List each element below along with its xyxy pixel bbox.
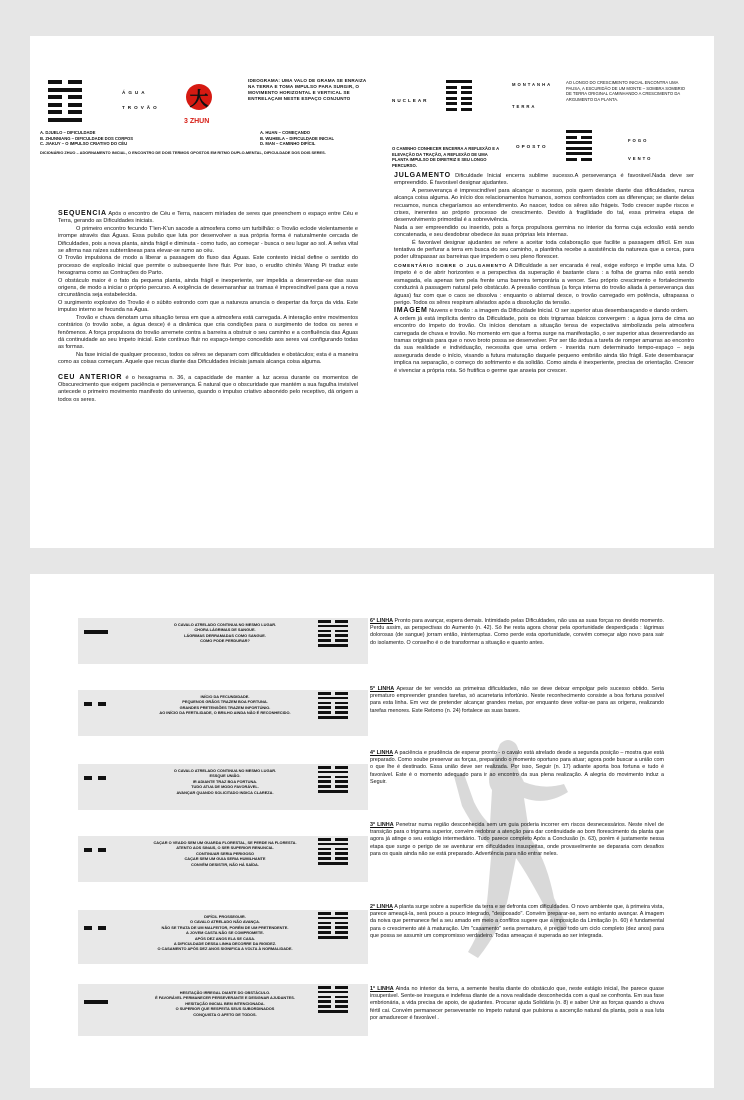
meta-right-2: B. WUHEILA – DIFICULDADE INICIAL bbox=[260, 135, 335, 141]
oposto-hexagram bbox=[566, 130, 592, 164]
line-box-text bbox=[150, 914, 300, 952]
hexagram-number: 3 ZHUN bbox=[184, 118, 210, 125]
sequencia-para-4: O surgimento explosivo do Trovão é o súbito estrondo com que a natureza anuncia o despertar da força da vida. Este impulso interno se fecunda na Água. bbox=[58, 299, 358, 314]
box-line: É FAVORÁVEL PERMANECER PERSEVERANTE E DESIGNAR AJUDANTES. bbox=[155, 995, 295, 1001]
box-line: AO INÍCIO DA FERTILIDADE, O BRILHO AINDA NÃO É RECONHECIDO. bbox=[159, 710, 291, 716]
linha-text: A planta surge sobre a superfície da terra e se defronta com dificuldades. O novo ambiente que, à primeira vista, parece ameaçá-la, será pouco a pouco integrado, "desposado". Convém preparar-se, sem no entanto avançar. A imagem da noiva que permanece fiel a seu amado em meio a conflitos sugere que a imposição da Limitação (n. 60) é fundamental para o crescimento até à maturação. Um "casamento" seria prematuro, é preciso todo um ciclo completo (dez anos) para que possa se assumir um compromisso verdadeiro. Todas ameaças é superada ao ser integrada. bbox=[370, 904, 664, 939]
yin-line-mark bbox=[84, 848, 106, 852]
box-line: DIFÍCIL PROSSEGUIR. bbox=[204, 914, 246, 919]
box-line: INÍCIO DA FECUNDIDADE. bbox=[200, 694, 250, 699]
linha-3 bbox=[370, 822, 664, 858]
linha-text: Apesar de ter vencido as primeiras dificuldades, não se deve deixar empolgar pelo sucesso obtido. Seria prematuro empreender grandes tarefas, só acarretaria infortúnio. Neste reconhecimento consiste a boa fortuna possível para esta linha. Em vez de pretender alcançar grandes metas, por enquanto deve voltar-se para as origens, realizando tarefas menores. Este Retorno (n. 24) fortalece as suas bases. bbox=[370, 686, 664, 714]
line-box-5 bbox=[78, 690, 368, 736]
linha-heading: 3ª LINHA bbox=[370, 822, 394, 828]
box-line: IR ADIANTE TRAZ BOA FORTUNA. bbox=[192, 778, 258, 784]
linha-text: Penetrar numa região desconhecida sem um guia poderia incorrer em riscos desnecessários. Neste nível de transição para o trigrama superior, convém redobrar a atenção para dar continuidade ao bom florescimento da planta que agora já atinge o seu estágio intermediário. Tudo parece completo Após a Conclusão (n. 63), porém é justamente nessa etapa que surge o perigo de se aventurar em dificuldades insuspeitas, onde provavelmente se depararia com desafios para os quais ainda não se está preparado. Advertência para não entrar neles. bbox=[370, 822, 664, 857]
meta-right-1: A. HUAN – COMEÇANDO bbox=[260, 130, 311, 135]
sequencia-para-2: O Trovão impulsiona de modo a liberar a passagem do fluxo das Águas. Este contexto inicial define o sentido do processo de explosão inicial que permite o subsequente livre fluir. Por isso, o erudito chinês Wang Pi traduz este hexagrama como as Contrações do Parto. bbox=[58, 255, 358, 277]
linha-heading: 6ª LINHA bbox=[370, 618, 394, 624]
linha-heading: 2ª LINHA bbox=[370, 904, 393, 910]
meta-left bbox=[40, 130, 200, 147]
linha-text: Pronto para avançar, espera demais. Intimidado pelas Dificuldades, não usa as suas forças no devido momento. Perdu assim, as perspectivas do Aumento (n. 42). Só lhe resta agora chorar pela oportunidade desperdiçada : lágrimas dolorosas (de sangue) jorram então, ininterruptas. Como perde esta oportunidade, convém começar algo novo para sair do isolamento. O conselho é o de transformar a situação e quanto antes. bbox=[370, 618, 664, 646]
julgamento-section bbox=[394, 172, 694, 375]
meta-left-3: C. JIAKUY – O IMPULSO CRIATIVO DO CÉU bbox=[40, 141, 128, 147]
page-bottom bbox=[30, 574, 714, 1088]
box-line: A JOVEM CASTA NÃO SE COMPROMETE. bbox=[186, 930, 264, 936]
box-line: CONTINUAR SERIA PERIGOSO bbox=[195, 850, 254, 856]
julgamento-para-3: É favorável designar ajudantes se refere a aceitar toda colaboração que facilite a passagem difícil. Em sua tentativa de perfurar a terra em busca do seu caminho, a plantinha recebe a assistência da natureza que a cerca, para poder ultrapassar as barreiras que impedem o seu pleno florescer. bbox=[394, 239, 694, 261]
line-box-text bbox=[150, 990, 300, 1017]
box-line: CONQUISTA O AFETO DE TODOS. bbox=[193, 1011, 257, 1017]
box-line: ATENTO AOS SINAIS, O SER SUPERIOR RENUNCIA. bbox=[176, 845, 274, 851]
linha-2 bbox=[370, 904, 664, 940]
nuclear-text: AO LONGO DO CRESCIMENTO INICIAL ENCONTRA UMA PAUSA, A ESCURIDÃO DE UM MONTE – SOMBRA SOMBRIO DE TERRA ORIGINAL CAMINHANDO A CRESCIMENTO DA ARGUMENTO DA PLANTA. bbox=[566, 80, 686, 102]
box-line: PEQUENOS GRÃOS TRAZEM BOA FORTUNA. bbox=[182, 699, 268, 705]
linha-1 bbox=[370, 986, 664, 1022]
oposto-upper: FOGO bbox=[628, 138, 649, 143]
yang-line-mark bbox=[84, 1000, 108, 1004]
linha-heading: 5ª LINHA bbox=[370, 686, 395, 692]
linha-heading: 4ª LINHA bbox=[370, 750, 394, 756]
yin-line-mark bbox=[84, 702, 106, 706]
meta-right-3: D. MAN – CAMINHO DIFÍCIL bbox=[260, 141, 316, 147]
anterior-text: é o hexagrama n. 36, a capacidade de manter a luz acesa durante os momentos de Obscurecimento que exigem paciência e perseverança. É natural que o obscuridade que mantém a sua fagulha invisível antecede o primeiro movimento manifesto do universo, quando o impulso criativo absorvido pelo receptivo, dá origem a todos os seres. bbox=[58, 374, 358, 403]
hexagram-stamp: 大 bbox=[186, 84, 212, 110]
box-line: CAÇAR O VEADO SEM UM GUARDA FLORESTAL, SE PERDE NA FLORESTA. bbox=[153, 840, 297, 845]
comentario-heading: COMENTÁRIO SOBRE O JULGAMENTO bbox=[394, 262, 507, 268]
hexagram-zhun bbox=[48, 80, 82, 126]
mini-hexagram bbox=[318, 766, 348, 795]
yin-line-mark bbox=[84, 776, 106, 780]
box-line: HESITAÇÃO IRREGAL DIANTE DO OBSTÁCULO. bbox=[179, 990, 271, 995]
box-line: GRANDES PRETENSÕES TRAZEM INFORTÚNIO. bbox=[179, 704, 271, 710]
oposto-label: OPOSTO bbox=[516, 144, 548, 149]
mini-hexagram bbox=[318, 692, 348, 721]
meta-left-1: A. DJUELO – DIFICULDADE bbox=[40, 130, 96, 135]
sequencia-section bbox=[58, 210, 358, 404]
sequencia-para-1: O primeiro encontro fecundo T'ien-K'un sacode a atmosfera como um turbilhão: o Trovão eclode violentamente e irrompe através das Águas. Essa pulsão que luta por desenvolver a sua própria forma é naturalmente cercada de Dificuldades, pois a nova planta, ainda frágil e diminuta - como tudo, ao começar - busca o seu lugar ao sol. A selva vital se afirma nas raízes subterrâneas para elevar-se rumo ao céu. bbox=[58, 225, 358, 255]
line-box-1 bbox=[78, 984, 368, 1036]
linha-heading: 1ª LINHA bbox=[370, 986, 394, 992]
julgamento-intro: Dificuldade Inicial encerra sublime sucesso.A perseverança é favorável.Nada deve ser empreendido. É favorável designar ajudantes. bbox=[394, 173, 694, 187]
line-box-text bbox=[150, 768, 300, 795]
nuclear-label: NUCLEAR bbox=[392, 98, 429, 103]
box-line: A DIFICULDADE DESSA LINHA DECORRE DA RIGIDEZ. bbox=[173, 941, 277, 947]
line-box-text bbox=[150, 840, 300, 867]
dictionary-line: DICIONÁRIO ZHUO – ADORNAMENTO INICIAL, O ENCONTRO DE DOIS TERMOS OPOSTOS EM RITMO DUPLO-MENTAL, DIFICULDADE DOS DOIS SERES. bbox=[40, 150, 326, 155]
line-box-2 bbox=[78, 910, 368, 964]
box-line: ESSQUE UNIÃO. bbox=[209, 773, 241, 779]
nuclear-hexagram bbox=[446, 80, 472, 114]
linha-text: Ainda no interior da terra, a semente hesita diante do obstáculo que, neste estágio inicial, lhe parece quase insuperável. Sente-se insegura e indefesa diante de a nova realidade desconhecida com a qual se confronta. Em sua fase embrionária, a vida precisa de apoio, de ajudantes. Procurar ajuda Solidária (n. 8) e saber Unir as forças quando a chuva fértil cai. Convém permanecer perseverante no ímpeto natural que pulsiona a ascenção natural da planta, pois a sua luta por amadurecer é favorável . bbox=[370, 986, 664, 1021]
imagem-intro: Nuvens e trovão : a imagem da Dificuldade Inicial. O ser superior atua desembaraçando e dando ordem. bbox=[427, 308, 689, 315]
ideogram-text: IDEOGRAMA: UMA VALO DE GRAMA SE ENRAIZA NA TERRA E TOMA IMPULSO PARA SURGIR, O MOVIMENTO HORIZONTAL E VERTICAL SE ENTRELAÇAM NESTE ESPAÇO CONJUNTO bbox=[248, 78, 367, 101]
box-line: O CAVALO ATRELADO CONTINUA NO MESMO LUGAR. bbox=[173, 622, 277, 627]
mini-hexagram bbox=[318, 838, 348, 867]
oposto-text: O CAMINHO CONHECER ENCERRA A REFLEXÃO E A ELEVAÇÃO DA TRAÇÃO, A REFLEXÃO DE UMA PLANTA IMPULSO DE DIRETRIZ E SEU LONGO PERCURSO. bbox=[392, 146, 499, 168]
upper-trigram-label: ÁGUA bbox=[122, 90, 148, 95]
box-line: O SUPERIOR QUE RESPEITA SEUS SUBORDINADOS bbox=[175, 1006, 275, 1012]
julgamento-para-2: Nada a ser empreendido ou inserido, pois a força propulsora germina no interior da forma cuja eclosão está sendo concatenada, e seu desdobrar obedece às suas próprias leis internas. bbox=[394, 224, 694, 239]
line-box-3 bbox=[78, 836, 368, 882]
sequencia-heading: SEQUENCIA bbox=[58, 210, 107, 217]
julgamento-heading: JULGAMENTO bbox=[394, 172, 451, 179]
julgamento-para-1: A perseverança é imprescindível para alcançar o sucesso, pois quem desiste diante das dificuldades, nunca alcança coisa alguma. Ao início dos relacionamentos humanos, somos confrontados com as diferenças; se diante delas recuamos, nunca chegaríamos ao entendimento. Ao nascer, todos os sêres são frágeis. Todo crescer supõe riscos e crises, inerentes ao próprio processo de crescimento. Devido à fragilidade do tal, essa primeira etapa de desenvolvimento primordial é a sobrevivência. bbox=[394, 187, 694, 224]
mini-hexagram bbox=[318, 986, 348, 1015]
box-line: LÁGRIMAS DERRAMADAS COMO SANGUE. bbox=[184, 632, 266, 638]
mini-hexagram bbox=[318, 620, 348, 649]
sequencia-para-3: O obstáculo maior é o fato da pequena planta, ainda frágil e inexperiente, ser impelida a desenredar-se das suas origens, de modo a iniciar o próprio percurso. A exigência de desemaranhar as tramas é imprescindível para que a nova circunstância seja estabelecida. bbox=[58, 277, 358, 299]
anterior-heading: CEU ANTERIOR bbox=[58, 373, 123, 381]
box-line: HESITAÇÃO INICIAL BEM INTENCIONADA. bbox=[185, 1000, 265, 1006]
box-line: AVANÇAR QUANDO SOLICITADO INDICA CLAREZA. bbox=[176, 789, 274, 795]
comentario-text: A Dificuldade a ser encarada é real, exige esforço e impõe uma luta. O ímpeto é o de abrir horizontes e a perspectiva da superação é bastante clara : a folha de grama não está sendo esmagada, ela apenas tem pela frente uma barreira temporária a vencer. Seu próprio crescimento e fortalecimento conduzirá à passagem natural pelo obstáculo. A pressão contínua (a força interna do trovão aliada à perseverança das águas) faz com que o caos se dissolva : enquanto o abismal desce, o trovão carregado em potência, ultrapassa o perigo. Todos os sêres respiram aliviados após a dissolução da tensão. bbox=[394, 262, 694, 306]
box-line: CAÇAR SEM UM GUIA SERIA HUMILHANTE bbox=[184, 856, 266, 862]
page-top bbox=[30, 36, 714, 548]
linha-5 bbox=[370, 686, 664, 715]
meta-left-2: B. ZHUNNIANG – DIFICULDADE DOS CORPOS bbox=[40, 135, 134, 141]
nuclear-upper: MONTANHA bbox=[512, 82, 553, 87]
oposto-lower: VENTO bbox=[628, 156, 653, 161]
box-line: APÓS DEZ ANOS ELA SE CASA. bbox=[194, 935, 256, 941]
line-box-text bbox=[150, 694, 300, 716]
nuclear-lower: TERRA bbox=[512, 104, 537, 109]
sequencia-para-5: Trovão e chuva denotam uma situação tensa em que a atmosfera está carregada. A interação entre movimentos contrários (o trovão sobe, a água desce) é a dinâmica que cria condições para o surgimento de todos os seres e fenômenos. A força propulsora do trovão arremete contra a barreira a obstruir o seu caminho e a confluência das Águas dá continuidade ao seu ímpeto inicial. Este contínuo fluir no espaço-tempo concedido aos seres vai configurando todas as formas. bbox=[58, 314, 358, 351]
linha-4 bbox=[370, 750, 664, 786]
box-line: NÃO SE TRATA DE UM MALFEITOR, PORÉM DE UM PRETENDENTE. bbox=[161, 924, 289, 930]
box-line: CONVÉM DESISTIR, NÃO HÁ SAÍDA. bbox=[191, 861, 259, 867]
box-line: O CASAMENTO APÓS DEZ ANOS SIGNIFICA A VOLTA À NORMALIDADE. bbox=[157, 946, 293, 952]
imagem-text: A ordem já está implícita dentro da Dificuldade, pois os dois trigramas básicos convergem : a água jorra de cima ao encontro do ímpeto do trovão. Os inícios denotam a situação tensa de expectativa simbolizada pela atmosfera carregada de chuva e trovão. No momento em que a forma surge na manifestação, o ser superior atua desenredando as tramas originais para que o novo broto possa se desenvolver. Por ser tão árdua a tarefa de romper amarras ao encontro da sua realidade e individuação, necessita que uma ordem - inserida num determinado tempo-espaço – seja assegurada desde o início, visando a futura maturação daquele pequeno embrião ainda tão frágil. Este desembaraçar implica na separação, o começo do sofrimento e da solidão. Como ainda é inexperiente, precisa de orientação. Crescer é vivenciar a própria rota. Só frutifica o germe que anseia por crescer. bbox=[394, 315, 694, 374]
line-box-text bbox=[150, 622, 300, 644]
box-line: O CAVALO ATRELADO NÃO AVANÇA. bbox=[189, 919, 261, 925]
line-box-4 bbox=[78, 764, 368, 810]
yang-line-mark bbox=[84, 630, 108, 634]
box-line: CHORA LÁGRIMAS DE SANGUE. bbox=[194, 627, 256, 633]
box-line: COMO PODE PERDURAR? bbox=[200, 638, 250, 644]
meta-right bbox=[260, 130, 370, 147]
sequencia-intro: Após o encontro de Céu e Terra, nascem miríades de seres que preenchem o espaço entre Céu e Terra, gerando as Dificuldades iniciais. bbox=[58, 211, 358, 225]
box-line: TUDO ATUA DE MODO FAVORÁVEL. bbox=[191, 784, 259, 790]
yin-line-mark bbox=[84, 926, 106, 930]
linha-6 bbox=[370, 618, 664, 647]
mini-hexagram bbox=[318, 912, 348, 941]
sequencia-para-6: Na fase inicial de qualquer processo, todos os sêres se deparam com dificuldades e obstáculos; esta é a maneira como as coisas começam. Aquele que recua diante das Dificuldades iniciais jamais alcança coisa alguma. bbox=[58, 351, 358, 366]
box-line: O CAVALO ATRELADO CONTINUA NO MESMO LUGAR. bbox=[173, 768, 277, 773]
line-box-6 bbox=[78, 618, 368, 664]
linha-text: A paciência e prudência de esperar pronto - o cavalo está atrelado desde a segunda posição – mostra que está preparado. Como soube preservar as forças, preparando o momento oportuno para atuar; agora pode buscar a união com o que lhe é destinado. Essa união deve ser realizada. Por isso, Seguir (n. 17) adiante aporta boa fortuna e tudo é favorável. Este é o momento adequado para ir ao encontro da sua plena realização. A alegria do movimento induz a Seguir. bbox=[370, 750, 664, 785]
imagem-heading: IMAGEM bbox=[394, 307, 428, 315]
lower-trigram-label: TROVÃO bbox=[122, 105, 160, 110]
